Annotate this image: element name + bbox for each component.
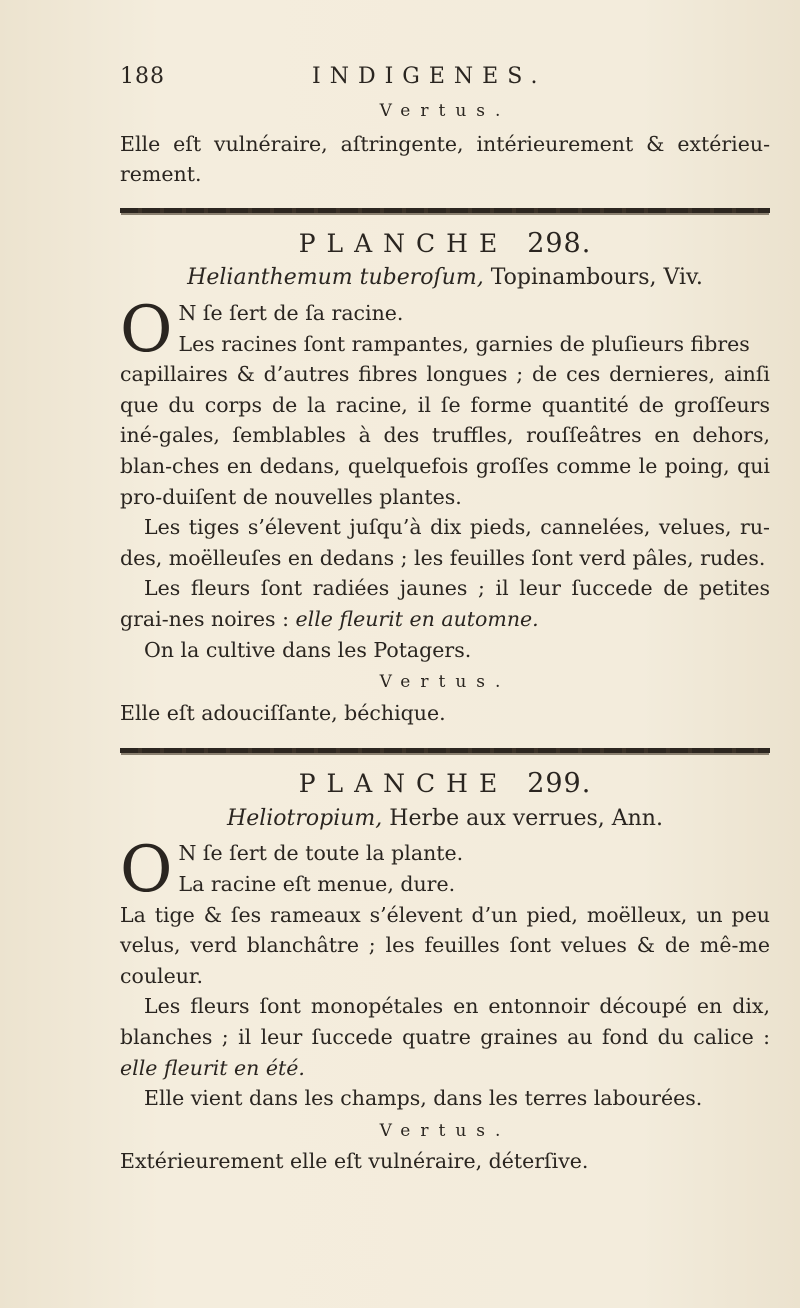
page-header	[120, 62, 770, 94]
section-divider	[120, 208, 770, 213]
planche-298-culture-paragraph: On la cultive dans les Potagers.	[144, 637, 472, 662]
planche-298-latin-name: Helianthemum tuberoſum,	[187, 265, 484, 291]
fleurs-italic: elle fleurit en automne.	[295, 606, 539, 631]
planche-298-fleurs-paragraph	[120, 573, 770, 634]
planche-299-fleurs-paragraph	[120, 991, 770, 1083]
vertus-text-top: Elle eſt vulnéraire, aſtringente, intérieurement & extérieu-rement.	[120, 131, 770, 187]
fleurs-text: Les fleurs ſont radiées jaunes ; il leur ſuccede de petites grai-nes noires :	[120, 576, 770, 631]
planche-299-dropcap: O	[120, 833, 173, 908]
planche-298-number: 298.	[527, 227, 592, 259]
page-number: 188	[120, 64, 165, 89]
planche-299-vertus-heading: Vertus.	[379, 1120, 511, 1141]
planche-298-french-name: Topinambours, Viv.	[490, 265, 703, 291]
planche-299-line1: N ſe ſert de toute la plante.	[178, 841, 464, 866]
planche-299-line2: La racine eſt menue, dure.	[178, 872, 456, 897]
planche-298-line2: Les racines ſont rampantes, garnies de pluſieurs fibres	[178, 331, 750, 356]
tiges-text: Les tiges s’élevent juſqu’à dix pieds, cannelées, velues, ru-des, moëlleuſes en dedans ; les feuilles ſont verd pâles, rudes.	[120, 515, 770, 570]
planche-299-lieu-paragraph: Elle vient dans les champs, dans les terres labourées.	[144, 1086, 703, 1111]
planche-299-number: 299.	[527, 768, 592, 800]
planche-298-racines-paragraph: capillaires & d’autres fibres longues ; de ces dernieres, ainſi que du corps de la racine, il ſe forme quantité de groſſeurs iné-gales, ſemblables à des truffles, rouſſeâtres en dehors, blan-ches en dedans, quelquefois groſſes comme le poing, qui pro-duiſent de nouvelles plantes.	[120, 362, 770, 509]
planche-299-tige-paragraph: La tige & ſes rameaux s’élevent d’un pied, moëlleux, un peu velus, verd blanchâtre ; les feuilles ſont velues & de mê-me couleur.	[120, 902, 770, 988]
vertus-heading-top: Vertus.	[379, 101, 511, 121]
planche-298-vertus-heading: Vertus.	[379, 672, 511, 693]
planche-299-subtitle	[120, 804, 770, 835]
planche-298-dropcap: O	[120, 292, 173, 367]
planche-298-tiges-paragraph	[120, 512, 770, 573]
planche-298-line1: N ſe ſert de ſa racine.	[178, 300, 404, 325]
planche-299-latin-name: Heliotropium,	[227, 805, 383, 831]
planche-299-word: PLANCHE	[298, 769, 509, 799]
planche-299-vertus-text: Extérieurement elle eſt vulnéraire, déterſive.	[120, 1149, 589, 1174]
section-divider-2	[120, 748, 770, 753]
planche-299-french-name: Herbe aux verrues, Ann.	[389, 805, 663, 831]
planche-298-subtitle	[120, 263, 770, 294]
fleurs-299-text: Les fleurs ſont monopétales en entonnoir découpé en dix, blanches ; il leur ſuccede quatre graines au fond du calice :	[120, 994, 770, 1050]
planche-299-title	[120, 769, 770, 800]
page-content	[120, 62, 770, 1177]
planche-298-word: PLANCHE	[298, 228, 509, 258]
planche-298-vertus-text: Elle eſt adouciſſante, béchique.	[120, 700, 446, 725]
running-title: INDIGENES.	[312, 64, 547, 89]
planche-298-title	[120, 229, 770, 260]
planche-299-opening	[120, 833, 770, 908]
planche-298-opening	[120, 292, 770, 367]
fleurs-299-italic: elle fleurit en été.	[120, 1055, 305, 1080]
